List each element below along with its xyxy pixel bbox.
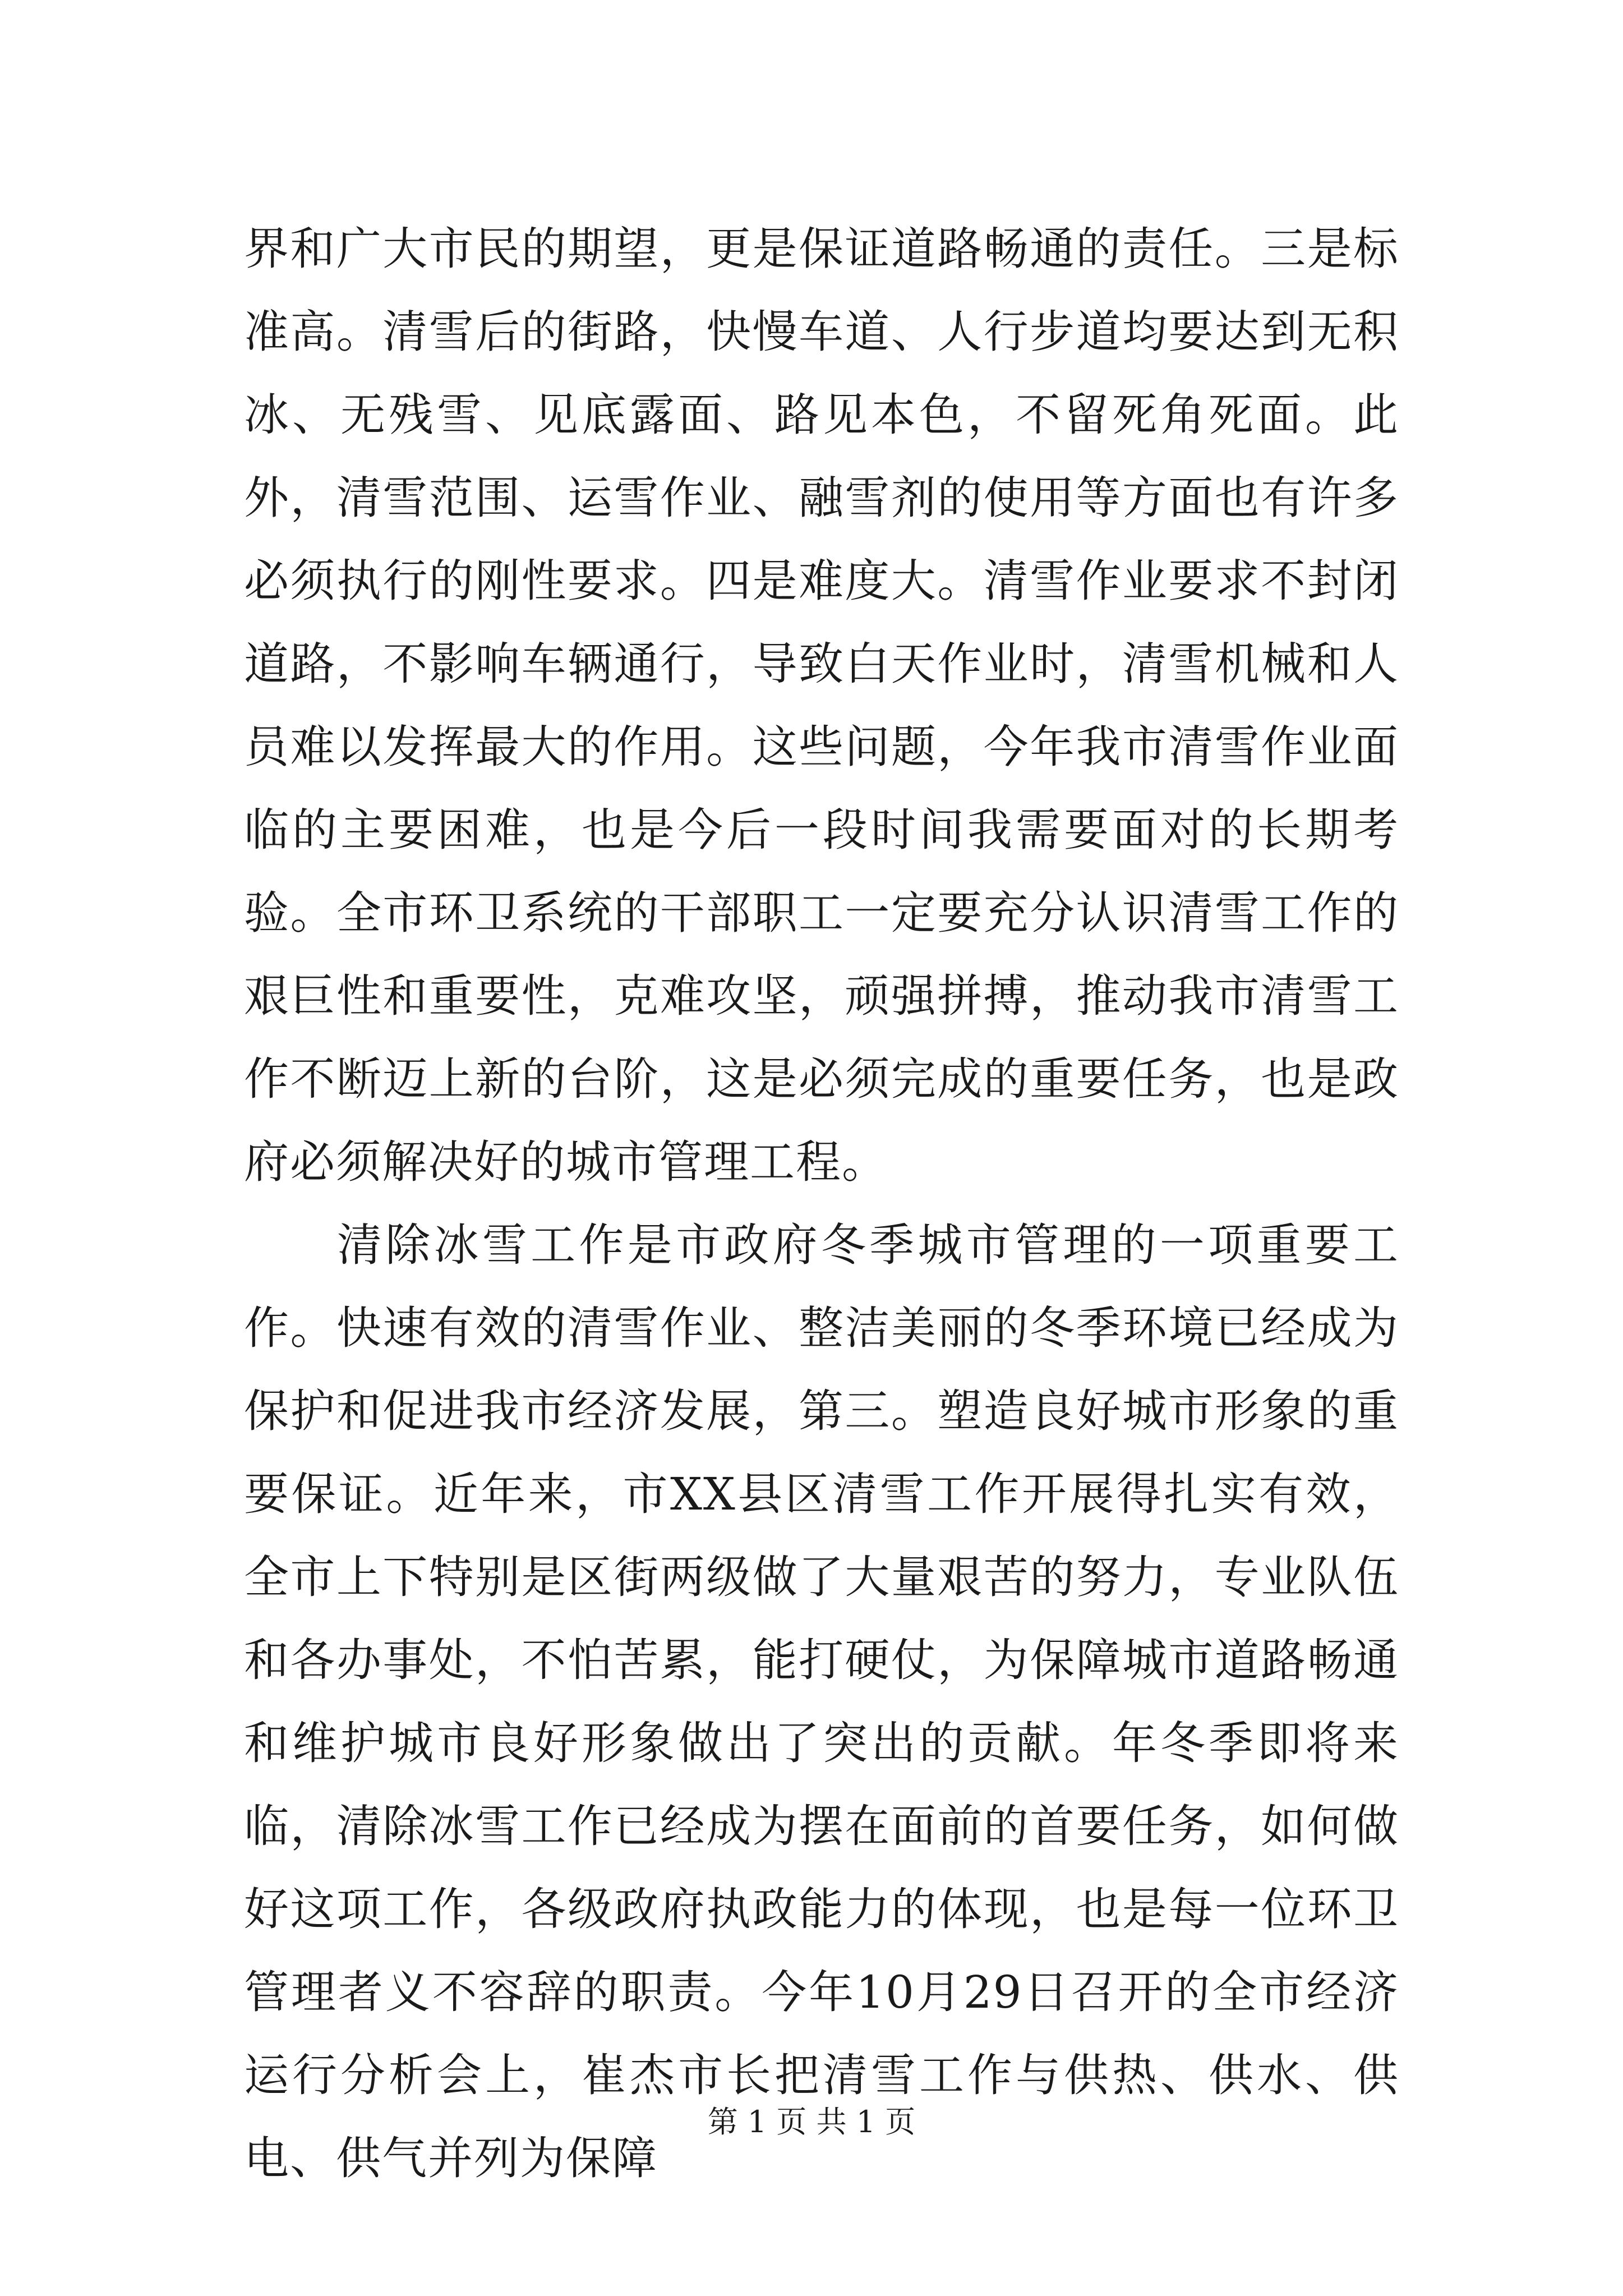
paragraph-1: 界和广大市民的期望，更是保证道路畅通的责任。三是标准高。清雪后的街路，快慢车道、人行步道均要达到无积冰、无残雪、见底露面、路见本色，不留死角死面。此外，清雪范围、运雪作业、融雪剂的使用等方面也有许多必须执行的刚性要求。四是难度大。清雪作业要求不封闭道路，不影响车辆通行，导致白天作业时，清雪机械和人员难以发挥最大的作用。这些问题，今年我市清雪作业面临的主要困难，也是今后一段时间我需要面对的长期考验。全市环卫系统的干部职工一定要充分认识清雪工作的艰巨性和重要性，克难攻坚，顽强拼搏，推动我市清雪工作不断迈上新的台阶，这是必须完成的重要任务，也是政府必须解决好的城市管理工程。	[244, 223, 1399, 1188]
page-footer: 第 1 页 共 1 页	[707, 2104, 916, 2139]
document-body	[244, 208, 1399, 2200]
paragraph-2: 清除冰雪工作是市政府冬季城市管理的一项重要工作。快速有效的清雪作业、整洁美丽的冬季环境已经成为保护和促进我市经济发展，第三。塑造良好城市形象的重要保证。近年来，市XX县区清雪工作开展得扎实有效，全市上下特别是区街两级做了大量艰苦的努力，专业队伍和各办事处，不怕苦累，能打硬仗，为保障城市道路畅通和维护城市良好形象做出了突出的贡献。年冬季即将来临，清除冰雪工作已经成为摆在面前的首要任务，如何做好这项工作，各级政府执政能力的体现，也是每一位环卫管理者义不容辞的职责。今年10月29日召开的全市经济运行分析会上，崔杰市长把清雪工作与供热、供水、供电、供气并列为保障	[244, 1219, 1399, 2184]
